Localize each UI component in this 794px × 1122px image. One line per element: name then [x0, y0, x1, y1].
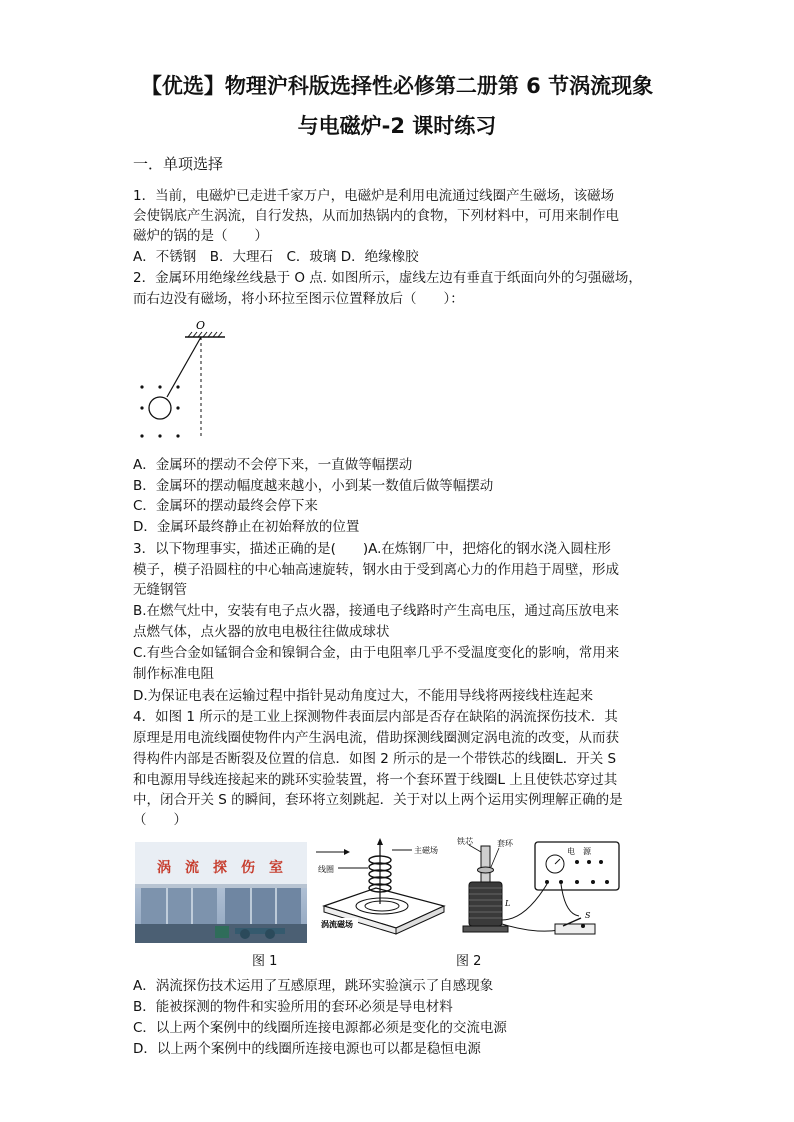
iron-core-label: 铁芯	[457, 837, 473, 846]
document-title-line-1: 【优选】物理沪科版选择性必修第二册第 6 节涡流现象	[140, 74, 654, 98]
q2-line: 2．金属环用绝缘丝线悬于 O 点. 如图所示，虚线左边有垂直于纸面向外的匀强磁场，	[133, 270, 642, 286]
power-supply-label: 电 源	[567, 847, 591, 856]
q2-line: 而右边没有磁场，将小环拉至图示位置释放后（ ）：	[133, 291, 464, 307]
figure-2-label: 图 2	[456, 954, 482, 969]
q4-option: C．以上两个案例中的线圈所连接电源都必须是变化的交流电源	[133, 1020, 507, 1036]
q2-option: D．金属环最终静止在初始释放的位置	[133, 519, 360, 535]
pivot-label-o: O	[196, 319, 206, 332]
eddy-current-coil-diagram	[316, 838, 446, 938]
q3-line: 3．以下物理事实，描述正确的是( )A.在炼钢厂中，把熔化的钢水浇入圆柱形	[133, 541, 611, 557]
figure-1-label: 图 1	[252, 954, 278, 969]
ring-label: 套环	[497, 839, 513, 848]
q3-line: 模子，模子沿圆柱的中心轴高速旋转，钢水由于受到离心力的作用趋于周壁，形成	[133, 562, 619, 578]
eddy-field-label: 涡流磁场	[321, 919, 353, 929]
main-field-label: 主磁场	[414, 846, 438, 855]
eddy-testing-room-photo	[135, 842, 307, 943]
photo-sign-text: 涡 流 探 伤 室	[157, 860, 283, 876]
coil-body	[469, 882, 502, 926]
q1-line: 磁炉的锅的是（ ）	[133, 228, 268, 244]
jumping-ring-apparatus	[455, 834, 625, 942]
q3-line: B.在燃气灶中，安装有电子点火器，接通电子线路时产生高电压，通过高压放电来	[133, 603, 620, 619]
q4-option: B．能被探测的物件和实验所用的套环必须是导电材料	[133, 999, 453, 1015]
wire	[502, 924, 559, 931]
pendulum-string	[167, 337, 201, 397]
q2-option: C．金属环的摆动最终会停下来	[133, 498, 318, 514]
q3-line: 无缝钢管	[133, 582, 187, 598]
coil-l-label: L	[505, 899, 511, 908]
q1-line: 会使锅底产生涡流，自行发热，从而加热锅内的食物，下列材料中，可用来制作电	[133, 208, 619, 224]
q1-options: A．不锈钢 B．大理石 C．玻璃 D．绝缘橡胶	[133, 249, 419, 265]
coil-label: 线圈	[318, 865, 334, 874]
q4-option: D．以上两个案例中的线圈所连接电源也可以都是稳恒电源	[133, 1041, 481, 1057]
metal-ring	[149, 397, 171, 419]
q4-line: 得构件内部是否断裂及位置的信息．如图 2 所示的是一个带铁芯的线圈L．开关 S	[133, 751, 617, 767]
switch-s-label: S	[585, 911, 591, 920]
section-heading: 一．单项选择	[133, 155, 224, 173]
ceiling-hatching	[188, 332, 222, 337]
q4-option: A．涡流探伤技术运用了互感原理，跳环实验演示了自感现象	[133, 978, 494, 994]
q4-line: 原理是用电流线圈使物件内产生涡电流，借助探测线圈测定涡电流的改变，从而获	[133, 730, 619, 746]
q3-line: D.为保证电表在运输过程中指针晃动角度过大，不能用导线将两接线柱连起来	[133, 688, 594, 704]
sleeve-ring	[478, 867, 494, 873]
magnetic-field-dots	[140, 385, 179, 437]
switch-base	[555, 924, 595, 934]
pendulum-diagram	[130, 315, 240, 445]
q4-line: （ ）	[133, 812, 187, 828]
q3-line: 制作标准电阻	[133, 666, 214, 682]
q3-line: C.有些合金如锰铜合金和镍铜合金，由于电阻率几乎不受温度变化的影响，常用来	[133, 645, 620, 661]
document-title-line-2: 与电磁炉-2 课时练习	[297, 114, 497, 138]
q4-line: 和电源用导线连接起来的跳环实验装置，将一个套环置于线圈L 上且使铁芯穿过其	[133, 772, 618, 788]
q2-option: B．金属环的摆动幅度越来越小，小到某一数值后做等幅摆动	[133, 478, 494, 494]
q4-line: 4．如图 1 所示的是工业上探测物件表面层内部是否存在缺陷的涡流探伤技术．其	[133, 709, 618, 725]
q3-line: 点燃气体，点火器的放电电极往往做成球状	[133, 624, 390, 640]
q2-option: A．金属环的摆动不会停下来，一直做等幅摆动	[133, 457, 413, 473]
q1-line: 1．当前，电磁炉已走进千家万户，电磁炉是利用电流通过线圈产生磁场，该磁场	[133, 188, 615, 204]
q4-line: 中，闭合开关 S 的瞬间，套环将立刻跳起．关于对以上两个运用实例理解正确的是	[133, 792, 623, 808]
